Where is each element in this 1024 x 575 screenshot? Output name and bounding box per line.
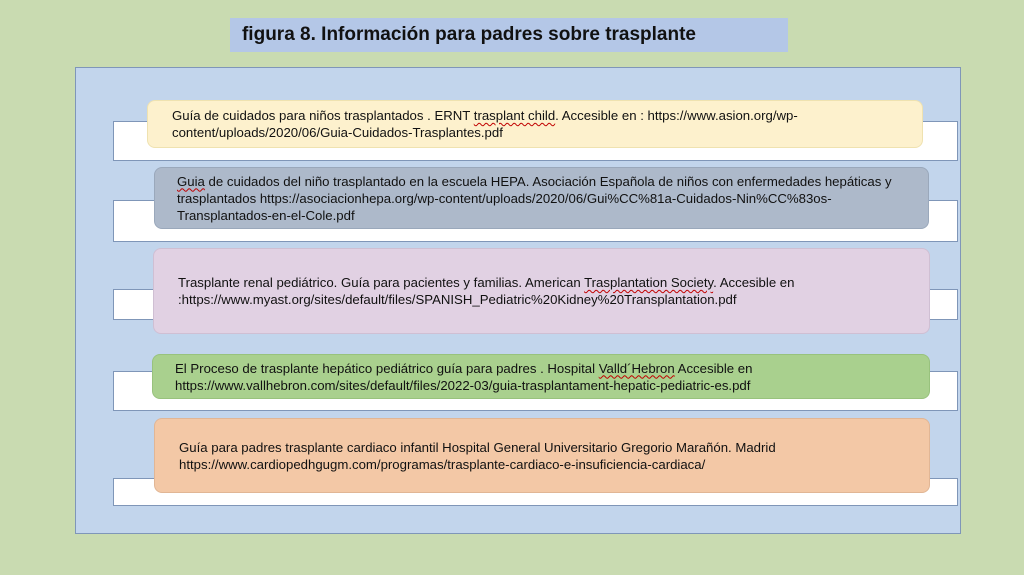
item-5-text: Guía para padres trasplante cardiaco infantil Hospital General Universitario Gregorio Marañón. Madrid https://www.cardiopedhgugm.com/programas/trasplante-cardiaco-e-insuficiencia-cardiaca/: [179, 439, 776, 472]
item-1-link: . Accesible en : https://www.asion.org/wp-content/uploads/2020/06/Guia-Cuidados-Trasplantes.pdf: [172, 108, 798, 140]
resource-item-4: [152, 354, 930, 399]
item-4-text: El Proceso de trasplante hepático pediátrico guía para padres . Hospital: [175, 360, 599, 376]
item-1-text: Guía de cuidados para niños trasplantados . ERNT: [172, 108, 474, 123]
figure-title-box: [230, 18, 788, 52]
item-2-text: de cuidados del niño trasplantado en la escuela HEPA. Asociación Española de niños con enfermedades hepáticas y trasplantados https://asociacionhepa.org/wp-content/uploads/2020/06/Gui%CC%81a-Cuidados-Nin%CC%83os-Transplantados-en-el-Cole.pdf: [177, 173, 892, 223]
resource-item-1: [147, 100, 923, 148]
resource-item-5: [154, 418, 930, 493]
item-3-text: Trasplante renal pediátrico. Guía para pacientes y familias. American: [178, 275, 585, 290]
item-4-highlight: Valld´Hebron: [598, 360, 675, 376]
item-3-highlight: Trasplantation Society: [584, 275, 714, 290]
item-2-highlight: Guia: [177, 173, 205, 189]
item-3-link: . Accesible en :https://www.myast.org/sites/default/files/SPANISH_Pediatric%20Kidney%20Transplantation.pdf: [178, 275, 795, 307]
resource-item-3: [153, 248, 930, 334]
resource-item-2: [154, 167, 929, 229]
figure-title: figura 8. Información para padres sobre trasplante: [241, 24, 696, 45]
item-4-link: Accesible en https://www.vallhebron.com/sites/default/files/2022-03/guia-trasplantament-hepatic-pediatric-es.pdf: [175, 360, 753, 393]
item-1-highlight: trasplant child: [473, 108, 556, 123]
